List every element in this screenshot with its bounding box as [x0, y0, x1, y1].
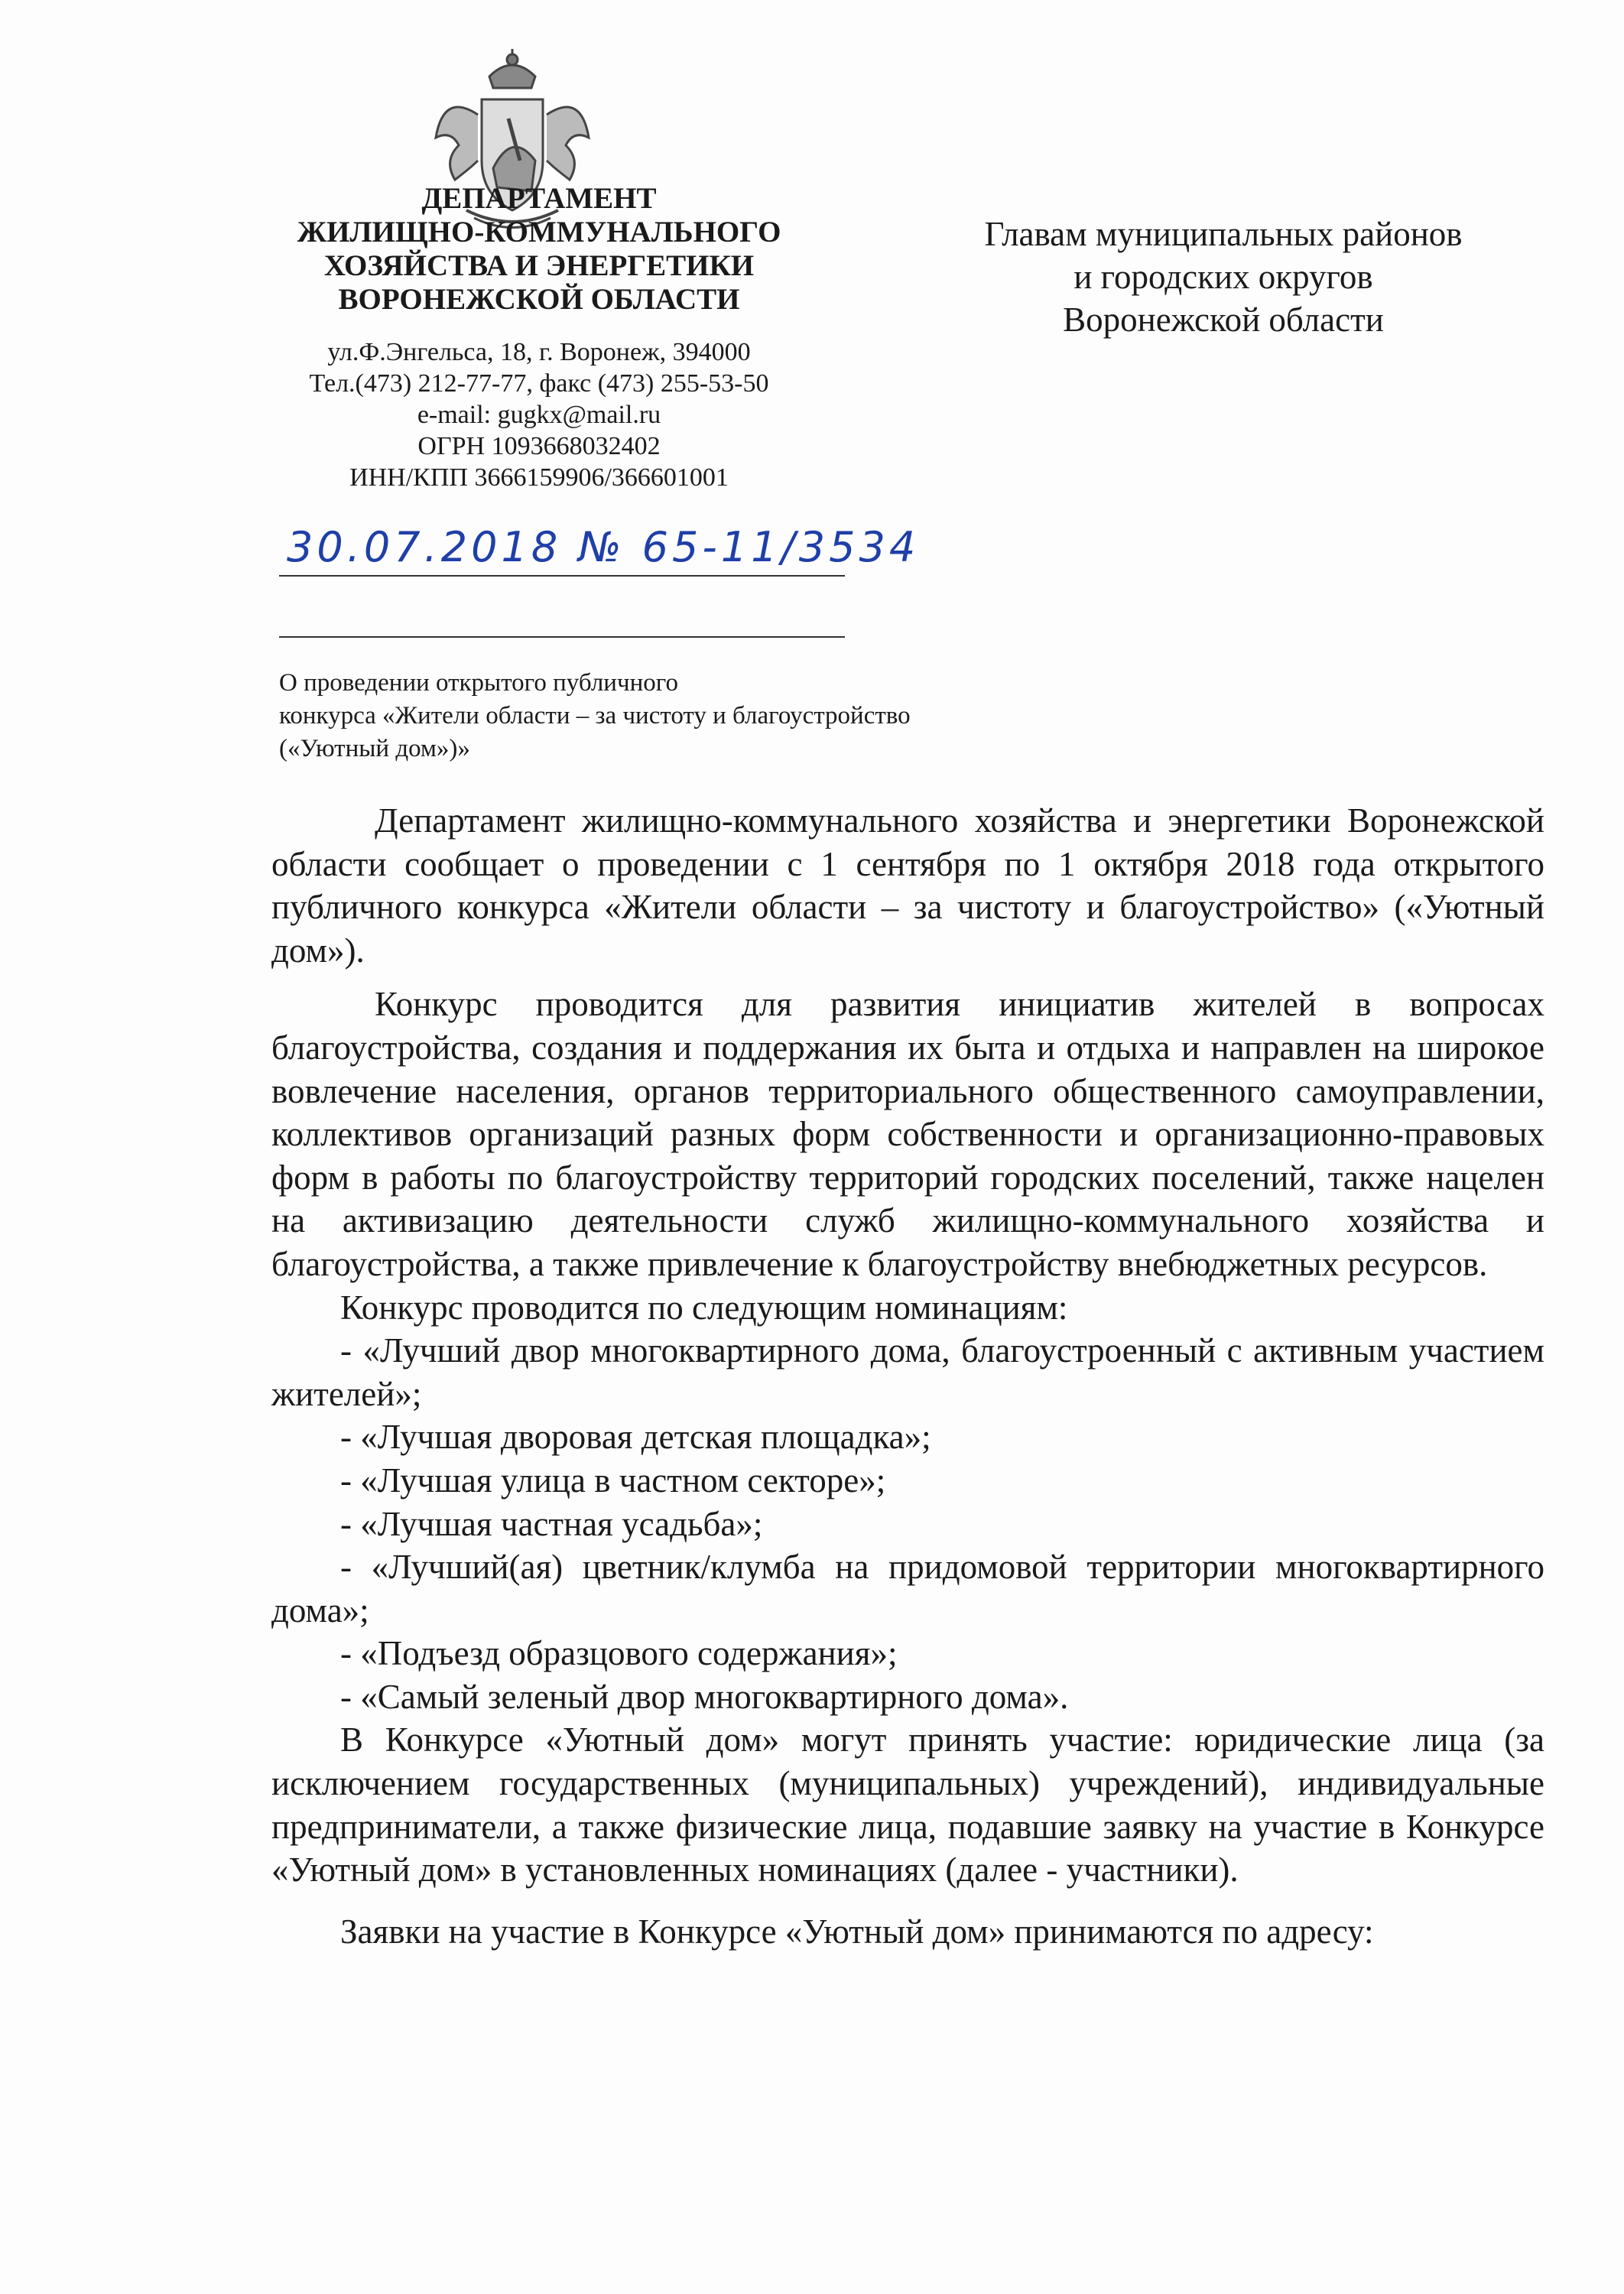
registration-underline: [279, 575, 845, 577]
org-line: ХОЗЯЙСТВА И ЭНЕРГЕТИКИ: [323, 249, 755, 282]
organization-name: [264, 182, 814, 317]
letter-subject: [279, 667, 1044, 765]
reference-underline: [279, 636, 845, 638]
nomination-item: - «Самый зеленый двор многоквартирного дома».: [340, 1677, 1069, 1716]
paragraph-purpose: Конкурс проводится для развития инициатив жителей в вопросах благоустройства, создания и поддержания их быта и отдыха и направлен на широкое вовлечение населения, органов территориального общественного самоуправлении, коллективов организаций разных форм собственности и организационно-правовых форм в работы по благоустройству территорий городских поселений, также нацелен на активизацию деятельности служб жилищно-коммунального хозяйства и благоустройства, а также привлечение к благоустройству внебюджетных ресурсов.: [271, 985, 1544, 1283]
registration-field: [279, 523, 920, 574]
nomination-item: - «Подъезд образцового содержания»;: [340, 1634, 898, 1673]
subject-line: О проведении открытого публичного: [279, 669, 678, 697]
ogrn: ОГРН 1093668032402: [417, 432, 661, 460]
registration-number: 30.07.2018 № 65-11/3534: [287, 523, 920, 571]
inn-kpp: ИНН/КПП 3666159906/366601001: [349, 463, 729, 492]
recipient-block: [940, 213, 1506, 341]
recipient-line: Главам муниципальных районов: [984, 215, 1463, 253]
nomination-item: - «Лучшая улица в частном секторе»;: [340, 1461, 886, 1500]
nomination-item: - «Лучший двор многоквартирного дома, благоустроенный с активным участием жителей»;: [271, 1331, 1544, 1413]
paragraph-intro: Департамент жилищно-коммунального хозяйства и энергетики Воронежской области сообщает о проведении с 1 сентября по 1 октября 2018 года открытого публичного конкурса «Жители области – за чистоту и благоустройство» («Уютный дом»).: [271, 801, 1544, 970]
email: e-mail: gugkx@mail.ru: [417, 401, 661, 429]
subject-line: конкурса «Жители области – за чистоту и благоустройство: [279, 702, 911, 729]
address: ул.Ф.Энгельса, 18, г. Воронеж, 394000: [327, 338, 751, 366]
org-line: ДЕПАРТАМЕНТ: [421, 182, 657, 215]
organization-contacts: [264, 336, 814, 493]
paragraph-nominations-intro: Конкурс проводится по следующим номинациям:: [340, 1288, 1068, 1327]
nomination-item: - «Лучшая частная усадьба»;: [340, 1504, 763, 1543]
recipient-line: Воронежской области: [1063, 301, 1384, 339]
recipient-line: и городских округов: [1073, 258, 1373, 296]
paragraph-applications: Заявки на участие в Конкурсе «Уютный дом» принимаются по адресу:: [340, 1912, 1374, 1951]
nomination-item: - «Лучший(ая) цветник/клумба на придомовой территории многоквартирного дома»;: [271, 1548, 1544, 1630]
letter-body: [271, 799, 1544, 1953]
org-line: ЖИЛИЩНО-КОММУНАЛЬНОГО: [297, 216, 781, 249]
nomination-item: - «Лучшая дворовая детская площадка»;: [340, 1418, 931, 1457]
paragraph-participants: В Конкурсе «Уютный дом» могут принять участие: юридические лица (за исключением государственных (муниципальных) учреждений), индивидуальные предприниматели, а также физические лица, подавшие заявку на участие в Конкурсе «Уютный дом» в установленных номинациях (далее - участники).: [271, 1720, 1544, 1889]
org-line: ВОРОНЕЖСКОЙ ОБЛАСТИ: [338, 283, 740, 316]
subject-line: («Уютный дом»)»: [279, 735, 470, 762]
phone: Тел.(473) 212-77-77, факс (473) 255-53-50: [309, 369, 769, 398]
